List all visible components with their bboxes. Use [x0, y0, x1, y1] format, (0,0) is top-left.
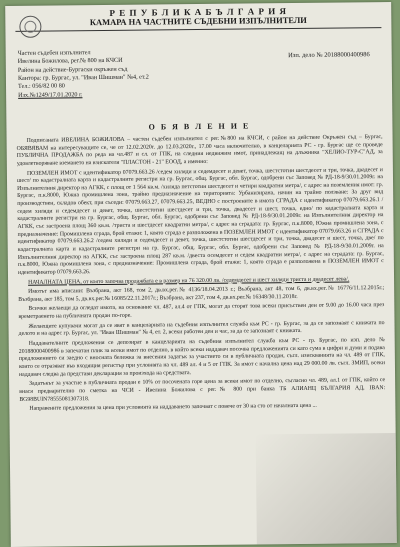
- chamber-title: КАМАРА НА ЧАСТНИТЕ СЪДЕБНИ ИЗПЪЛНИТЕЛИ: [89, 15, 307, 28]
- paragraph-encumbrances: Имотът има вписани: Възбрана, акт 168, том 2, дв.вх.рег.№ 4136/18.04.2013 г.; Възбрана, акт 48, том 6, дв.вх.рег.№ 16776/11.12.2015г.; Възбрана, акт 185, том 5, дв.вх.рег.№ 16085/22.11.2017г.; Възбрана, акт 237, том 4, дв.вх.рег.№ 16348/30.11.2018г.: [18, 285, 385, 303]
- case-number: Изп. дело № 20188000400986: [288, 51, 370, 60]
- notice-title: О Б Я В Л Е Н И Е: [148, 121, 251, 132]
- paragraph-property: ПОЗЕМЛЕН ИМОТ с идентификатор 07079.663.26 /седем хиляди и седемдесет и девет, точка, шестстотин шестдесет и три, точка, двадесет и шест/ по кадастралната карта и кадастралните регистри на гр. Бургас, общ. Бургас, обл. Бургас, одобрени със Заповед № РД-18-9/30.01.2009г. на Изпълнителния директор на АГКК, с площ от 1 564 кв.м. /хиляда петстотин шестдесет и четири квадратни метра/, с адрес на поземления имот: гр. Бургас, п.к.8000, Южна промишлена зона, трайно предназначение на територията: Урбанизирана, начин на трайно ползване: За друг вид производствен, складов обект, при съседи: 07079.663.27, 07079.663.25, ВЕДНО с построените в имота СГРАДА с идентификатор 07079.663.26.1 /седем хиляди и седемдесет и девет, точка, шестстотин шестдесет и три, точка, двадесет и шест, точка, едно/ по кадастралната карта и кадастралните регистри на гр. Бургас, общ. Бургас, обл. Бургас, одобрени със Заповед № РД-18-9/30.01.2009г. на Изпълнителния директор на АГКК, със застроена площ 360 кв.м. /триста и шестдесет квадратни метра/, с адрес на сградата: гр. Бургас, п.к.8000, Южна промишлена зона, с предназначение: Промишлена сграда, брой етажи: 1, която сграда е разположена в ПОЗЕМЛЕН ИМОТ с идентификатор 07079.663.26 и СГРАДА с идентификатор 07079.663.26.2 /седем хиляди и седемдесет и девет, точка, шестстотин шестдесет и три, точка, двадесет и шест, точка, две/ по кадастралната карта и кадастралните регистри на гр. Бургас, общ. Бургас, обл. Бургас, одобрени със Заповед № РД-18-9/30.01.2009г. на Изпълнителния директор на АГКК, със застроена площ 287 кв.м. /двеста осемдесет и седем квадратни метра/, с адрес на сградата: гр. Бургас, п.к.8000, Южна промишлена зона, с предназначение: Промишлена сграда, брой етажи: 1, която сграда е разположена в ПОЗЕМЛЕН ИМОТ с идентификатор 07079.663.26.: [16, 166, 384, 276]
- header: [5, 2, 391, 32]
- paragraph-price: НАЧАЛНАТА ЦЕНА, от която започва продажбата е в размер на 76 320.00 лв. /седемдесет и шест хиляди триста и двадесет лева/.: [28, 275, 350, 286]
- office-line-3: Район на действие-Бургаски окръжен съд: [17, 65, 128, 74]
- office-line-4: Кантора: гр. Бургас, ул. "Иван Шишман" №4, ет.2: [17, 73, 149, 82]
- paragraph-bids: Наддавателните предложения се депозират в канцеларията на съдебния изпълнител служба към РС - гр. Бургас, по изп. дело № 20188000400986 в запечатан плик за всеки имот по отделно, в който всеки наддавач посочва предложенията си като сума в цифри и думи и подава предложението си заедно с вносната бележка за внесения задатък за участието си в публичната продан, съгл. изискванията на чл. 489 от ГПК, които се отразяват във входящия регистър при условията на чл. 489 ал. 4 и 5 от ГПК. За имот с начална цена над 29 000.00 лв. съгл. ЗМИП, всеки наддавач следва да представи декларация за произхода на средствата.: [18, 337, 385, 378]
- header-divider: [15, 27, 381, 32]
- office-line-2: Ивелина Божилова, рег.№ 800 на КЧСИ: [17, 57, 123, 66]
- office-line-1: Частен съдебен изпълнител: [17, 49, 91, 57]
- outgoing-number: Изх.№1249/17.01.2020 г.: [18, 91, 83, 99]
- corner-shadow: [256, 433, 397, 544]
- office-details: [18, 49, 149, 101]
- paragraph-viewing: Всички желаещи да огледат имота, на основание чл. 487, ал.4 от ГПК, могат да сторят това всеки присъствен ден от 9.00 до 16.00 часа през времетраенето на публичната продан по-горе.: [18, 302, 385, 321]
- emblem-seal-icon: [19, 16, 41, 38]
- paragraph-intro: Подписаната ИВЕЛИНА БОЖИЛОВА – частен съдебен изпълнител с рег.№800 на КЧСИ, с район на действие Окръжен съд – Бургас, ОБЯВЯВАМ на интересуващите се, че от 12.02.2020г. до 12.03.2020г., 17.00 часа включително, в канцеларията РС - гр. Бургас ще се проведе ПУБЛИЧНА ПРОДАЖБА по реда на чл.487 и сл. от ГПК, на следния недвижим имот, принадлежащ на длъжника "ХЕЛИО-ТУР-С"АД, за удовлетворяване вземането на взискателя "ПЛАСТОН - 21" ЕООД, а именно:: [16, 134, 383, 167]
- office-line-5: Тел.: 056/82 00 80: [17, 82, 65, 91]
- country-title: Р Е П У Б Л И К А Б Ъ Л Г А Р И Я: [109, 6, 288, 18]
- paragraph-deposit: Задатъкът за участие в публичната продан е 10% от посочената горе цена за всеки имот по отделно, съгласно чл. 489, ал.1 от ГПК, който се внася предварително по сметка на ЧСИ - Ивелина Божилова с рег.№ 800 при банка ТБ АЛИАНЦ БЪЛГАРИЯ АД, IBAN: BG98BUIN78555081307318.: [19, 377, 386, 403]
- notice-body: [17, 134, 386, 416]
- paragraph-buyers: Желаещите купувачи могат да се явят в канцеларията на съдебния изпълнител служба към РС - гр. Бургас, за да се запознаят с книжата по делото и на адрес гр. Бургас, ул. "Иван Шишман" № 4, ет. 2, всеки работен ден и час, за да се запознаят с книжата.: [18, 319, 385, 338]
- notice-sheet: [5, 2, 397, 547]
- paragraph-bidding-rules: Направените предложения за цена при условията на наддаването започват с повече от 30 на сто от началната цена ...: [29, 402, 317, 412]
